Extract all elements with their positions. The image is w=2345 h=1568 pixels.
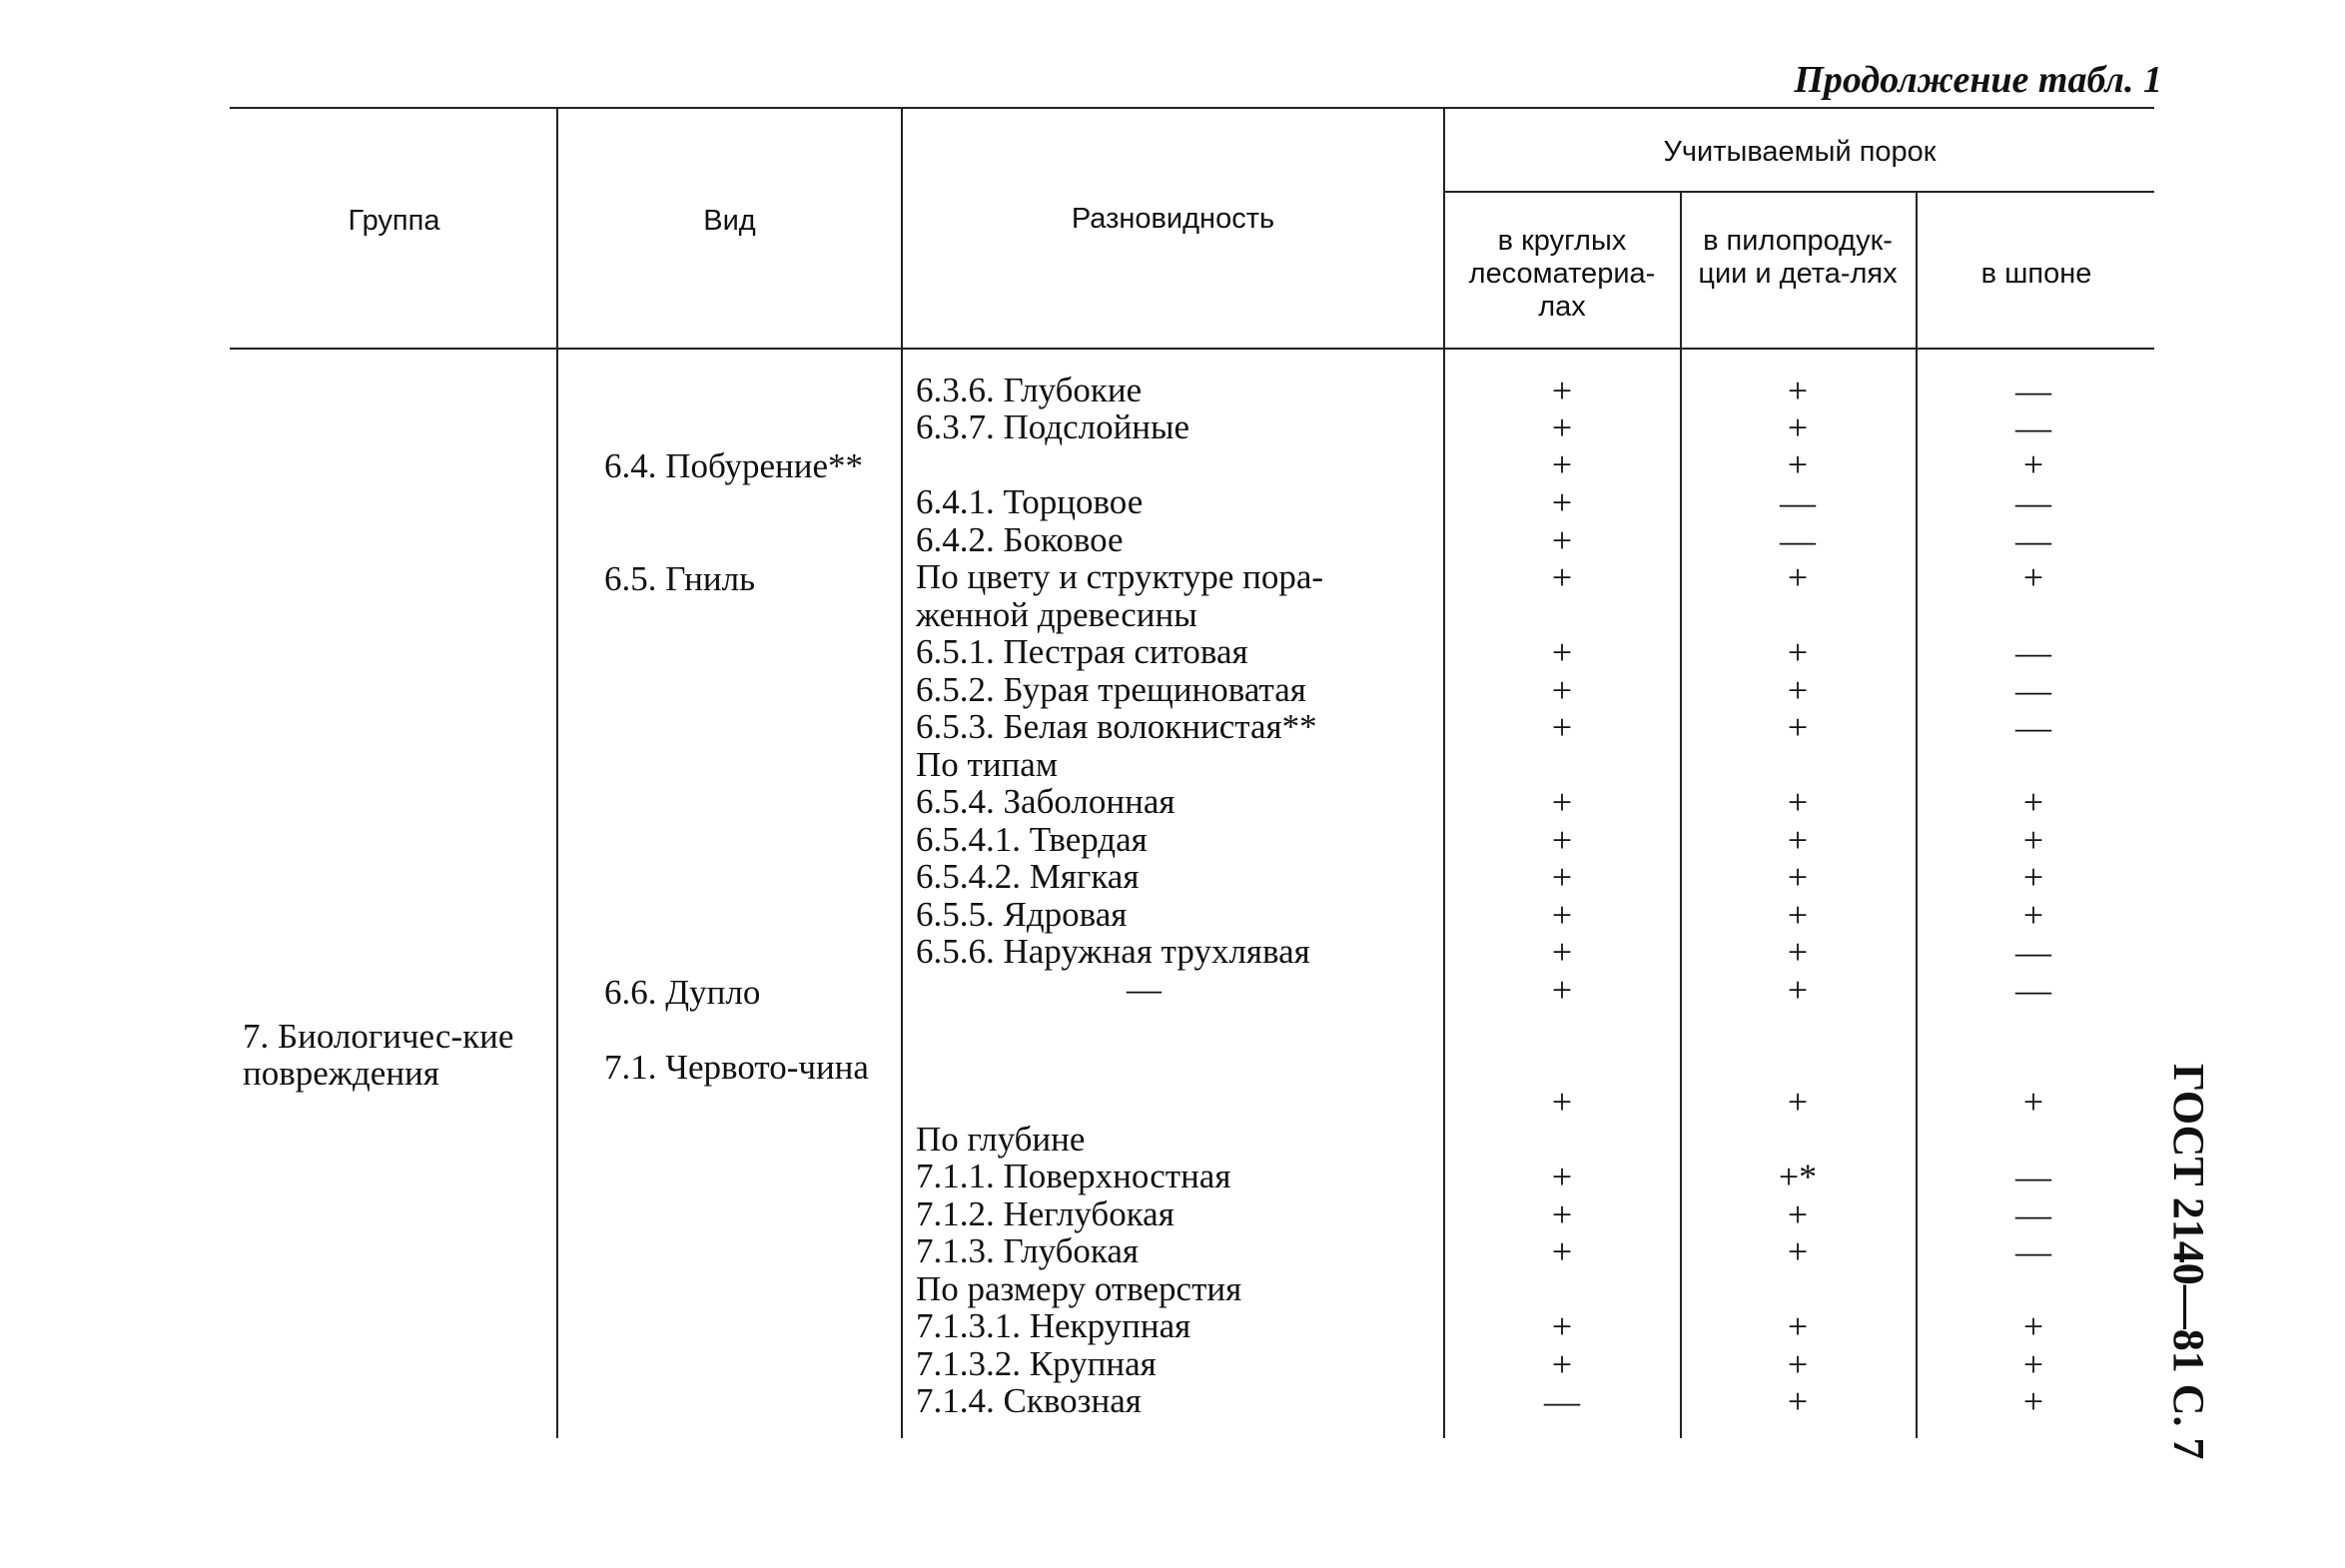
round-mark: + — [1551, 557, 1573, 597]
veneer-mark: — — [2015, 670, 2051, 710]
table-row — [0, 633, 2345, 671]
sawn-mark: + — [1787, 970, 1809, 1010]
variety-cell: 6.4.1. Торцовое — [916, 482, 1144, 521]
variety-cell: По глубине — [916, 1120, 1086, 1159]
sawn-mark: + — [1787, 782, 1809, 822]
veneer-mark: — — [2015, 520, 2051, 560]
sawn-mark: + — [1787, 857, 1809, 897]
veneer-mark: + — [2022, 1381, 2044, 1421]
variety-cell: 7.1.1. Поверхностная — [916, 1157, 1231, 1195]
header-bottom-rule — [230, 348, 2154, 350]
variety-cell: По размеру отверстия — [916, 1269, 1242, 1308]
veneer-mark: — — [2015, 407, 2051, 447]
sawn-mark: + — [1787, 1306, 1809, 1346]
variety-cell: По типам — [916, 745, 1058, 784]
veneer-mark: + — [2022, 895, 2044, 935]
round-mark: + — [1551, 707, 1573, 747]
table-row — [0, 1046, 2345, 1087]
variety-cell: По цвету и структуре пора- — [916, 557, 1324, 596]
veneer-mark: — — [2015, 707, 2051, 747]
header-counted: Учитываемый порок — [1663, 136, 1937, 168]
table-row — [0, 558, 2345, 596]
table-row — [0, 1345, 2345, 1383]
table-row — [0, 1083, 2345, 1121]
table-row — [0, 1270, 2345, 1308]
veneer-mark: — — [2015, 1231, 2051, 1271]
round-mark: + — [1551, 1194, 1573, 1234]
kind-cell: 6.4. Побурение** — [604, 446, 864, 485]
header-sawn: в пилопродук-ции и дета-лях — [1698, 225, 1898, 290]
header-round: в круглых лесоматериа-лах — [1468, 225, 1656, 323]
sawn-mark: + — [1787, 1381, 1809, 1421]
veneer-mark: + — [2022, 444, 2044, 484]
table-row — [0, 1158, 2345, 1195]
veneer-mark: — — [2015, 482, 2051, 522]
table-row — [0, 858, 2345, 896]
round-mark: + — [1551, 857, 1573, 897]
round-mark: + — [1551, 482, 1573, 522]
table-row — [0, 933, 2345, 971]
sawn-mark: + — [1787, 932, 1809, 972]
table-row — [0, 896, 2345, 934]
table-row — [0, 445, 2345, 483]
table-row — [0, 783, 2345, 821]
round-mark: + — [1551, 820, 1573, 860]
round-mark: + — [1551, 932, 1573, 972]
round-mark: + — [1551, 371, 1573, 410]
kind-cell: 6.6. Дупло — [604, 973, 761, 1012]
header-veneer: в шпоне — [1980, 258, 2092, 290]
veneer-mark: + — [2022, 820, 2044, 860]
veneer-mark: + — [2022, 857, 2044, 897]
table-row — [0, 372, 2345, 409]
variety-cell: 6.5.4. Заболонная — [916, 782, 1175, 821]
side-label: ГОСТ 2140—81 С. 7 — [2164, 1064, 2213, 1460]
sawn-mark: + — [1787, 1231, 1809, 1271]
variety-cell: 7.1.3.2. Крупная — [916, 1344, 1157, 1383]
round-mark: + — [1551, 444, 1573, 484]
variety-cell: женной древесины — [916, 595, 1197, 634]
veneer-mark: + — [2022, 1082, 2044, 1122]
table-row — [0, 1121, 2345, 1159]
table-row — [0, 821, 2345, 859]
sawn-mark: + — [1787, 557, 1809, 597]
variety-cell: 6.5.3. Белая волокнистая** — [916, 707, 1317, 746]
round-mark: + — [1551, 1082, 1573, 1122]
table-row — [0, 483, 2345, 521]
variety-cell: — — [1127, 970, 1162, 1009]
sawn-mark: + — [1787, 444, 1809, 484]
sawn-mark: +* — [1778, 1157, 1818, 1196]
page-title: Продолжение табл. 1 — [1794, 59, 2162, 101]
header-kind: Вид — [703, 205, 756, 237]
table-row — [0, 671, 2345, 709]
table-row — [0, 408, 2345, 446]
variety-cell: 6.3.6. Глубокие — [916, 371, 1143, 409]
kind-cell: 7.1. Червото-чина — [604, 1048, 869, 1087]
veneer-mark: + — [2022, 557, 2044, 597]
table-top-rule — [230, 107, 2154, 109]
table-row — [0, 971, 2345, 1009]
variety-cell: 6.5.5. Ядровая — [916, 895, 1128, 934]
counted-rule — [1443, 191, 2154, 193]
sawn-mark: + — [1787, 407, 1809, 447]
variety-cell: 6.3.7. Подслойные — [916, 407, 1190, 446]
veneer-mark: — — [2015, 1194, 2051, 1234]
veneer-mark: — — [2015, 932, 2051, 972]
group-cell: 7. Биологичес-кие повреждения — [243, 1017, 514, 1093]
round-mark: + — [1551, 1231, 1573, 1271]
round-mark: + — [1551, 970, 1573, 1010]
table-row — [0, 1382, 2345, 1420]
variety-cell: 6.5.4.2. Мягкая — [916, 857, 1140, 896]
variety-cell: 7.1.2. Неглубокая — [916, 1194, 1174, 1233]
variety-cell: 6.5.2. Бурая трещиноватая — [916, 670, 1306, 709]
veneer-mark: + — [2022, 782, 2044, 822]
round-mark: — — [1544, 1381, 1580, 1421]
sawn-mark: + — [1787, 895, 1809, 935]
sawn-mark: + — [1787, 820, 1809, 860]
sawn-mark: + — [1787, 670, 1809, 710]
veneer-mark: — — [2015, 970, 2051, 1010]
kind-cell: 6.5. Гниль — [604, 559, 756, 598]
sawn-mark: + — [1787, 1082, 1809, 1122]
variety-cell: 6.5.4.1. Твердая — [916, 820, 1148, 859]
variety-cell: 6.5.6. Наружная трухлявая — [916, 932, 1310, 971]
round-mark: + — [1551, 1157, 1573, 1196]
table-row — [0, 746, 2345, 784]
round-mark: + — [1551, 782, 1573, 822]
variety-cell: 7.1.4. Сквозная — [916, 1381, 1142, 1420]
table-row — [0, 1008, 2345, 1046]
veneer-mark: — — [2015, 371, 2051, 410]
round-mark: + — [1551, 632, 1573, 672]
veneer-mark: — — [2015, 1157, 2051, 1196]
sawn-mark: + — [1787, 1344, 1809, 1384]
variety-cell: 7.1.3.1. Некрупная — [916, 1306, 1191, 1345]
table-row — [0, 1232, 2345, 1270]
veneer-mark: + — [2022, 1344, 2044, 1384]
table-row — [0, 708, 2345, 746]
sawn-mark: + — [1787, 707, 1809, 747]
round-mark: + — [1551, 407, 1573, 447]
round-mark: + — [1551, 1344, 1573, 1384]
variety-cell: 7.1.3. Глубокая — [916, 1231, 1140, 1270]
header-variety: Разновидность — [1071, 203, 1275, 235]
round-mark: + — [1551, 1306, 1573, 1346]
veneer-mark: + — [2022, 1306, 2044, 1346]
variety-cell: 6.5.1. Пестрая ситовая — [916, 632, 1248, 671]
table-row — [0, 596, 2345, 634]
veneer-mark: — — [2015, 632, 2051, 672]
variety-cell: 6.4.2. Боковое — [916, 520, 1124, 559]
header-group: Группа — [348, 205, 440, 237]
sawn-mark: + — [1787, 632, 1809, 672]
round-mark: + — [1551, 670, 1573, 710]
sawn-mark: — — [1780, 520, 1816, 560]
table-row — [0, 1195, 2345, 1233]
sawn-mark: + — [1787, 371, 1809, 410]
table-row — [0, 1307, 2345, 1345]
sawn-mark: — — [1780, 482, 1816, 522]
table-row — [0, 521, 2345, 559]
sawn-mark: + — [1787, 1194, 1809, 1234]
round-mark: + — [1551, 895, 1573, 935]
round-mark: + — [1551, 520, 1573, 560]
